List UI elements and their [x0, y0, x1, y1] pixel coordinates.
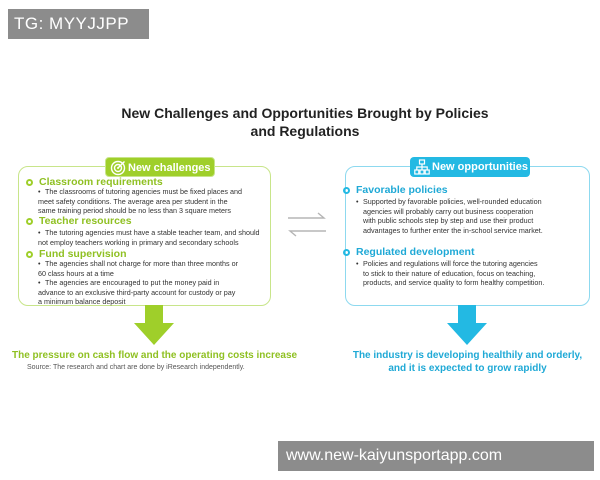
bullet-line: • Policies and regulations will force the tutoring agencies: [363, 259, 538, 268]
section-title-regulated: Regulated development: [356, 246, 475, 258]
conclusion-line-2: and it is expected to grow rapidly: [388, 363, 547, 374]
bullet-line: to stick to their nature of education, focus on teaching,: [363, 268, 536, 278]
challenges-header: [105, 157, 215, 177]
conclusion-line-1: The industry is developing healthily and orderly,: [352, 350, 583, 361]
opportunities-header: [410, 157, 530, 177]
network-icon: [414, 159, 430, 175]
bullet-regulated: [363, 259, 588, 288]
bullet-line: a minimum balance deposit: [38, 297, 126, 306]
bullet-line: same training period should be no less than 3 square meters: [38, 206, 231, 215]
bullet-teacher: [38, 228, 260, 247]
bullet-line: meet safety conditions. The average area per student in the: [38, 196, 228, 206]
bullet-line: • The classrooms of tutoring agencies must be fixed places and: [45, 187, 242, 196]
section-title-teacher: Teacher resources: [39, 215, 132, 227]
section-marker: [26, 218, 33, 225]
down-arrow-blue-icon: [445, 305, 489, 347]
down-arrow-green-icon: [132, 305, 176, 347]
bullet-line: • The agencies are encouraged to put the money paid in: [45, 278, 220, 287]
section-marker: [26, 179, 33, 186]
bullet-line: 60 class hours at a time: [38, 268, 114, 278]
bullet-line: products, and service quality to form healthy competition.: [363, 278, 545, 287]
watermark-bottom: www.new-kaiyunsportapp.com: [278, 441, 594, 471]
title-line-2: and Regulations: [250, 123, 360, 139]
bullet-classroom: [38, 187, 242, 216]
exchange-arrows-icon: [284, 210, 330, 240]
target-icon: [110, 160, 126, 176]
bullet-line: not employ teachers working in primary and secondary schools: [38, 237, 239, 247]
challenges-conclusion: The pressure on cash flow and the operating costs increase: [12, 350, 298, 361]
section-title-fund: Fund supervision: [39, 248, 127, 260]
bullet-line: • Supported by favorable policies, well-rounded education: [363, 197, 542, 206]
watermark-top: TG: MYYJJPP: [8, 9, 149, 39]
bullet-line: • The tutoring agencies must have a stable teacher team, and should: [45, 228, 260, 237]
bullet-fund-2: [38, 278, 236, 307]
section-marker: [343, 249, 350, 256]
challenges-header-label: New challenges: [128, 162, 211, 174]
diagram-title: [100, 104, 510, 140]
section-marker: [26, 251, 33, 258]
bullet-favorable: [363, 197, 588, 235]
section-marker: [343, 187, 350, 194]
title-line-1: New Challenges and Opportunities Brought by Policies: [121, 105, 489, 121]
source-note: Source: The research and chart are done by iResearch independently.: [27, 364, 245, 371]
bullet-line: advance to an exclusive third-party account for custody or pay: [38, 287, 236, 297]
section-title-classroom: Classroom requirements: [39, 176, 163, 188]
section-title-favorable: Favorable policies: [356, 184, 448, 196]
bullet-line: advantages to further enter the in-school service market.: [363, 225, 543, 235]
bullet-line: agencies will probably carry out business cooperation: [363, 206, 534, 216]
opportunities-conclusion: [340, 349, 595, 375]
bullet-line: • The agencies shall not charge for more than three months or: [45, 259, 238, 268]
bullet-line: with public schools step by step and use their product: [363, 216, 534, 225]
bullet-fund-1: [38, 259, 238, 278]
opportunities-header-label: New opportunities: [432, 161, 528, 173]
